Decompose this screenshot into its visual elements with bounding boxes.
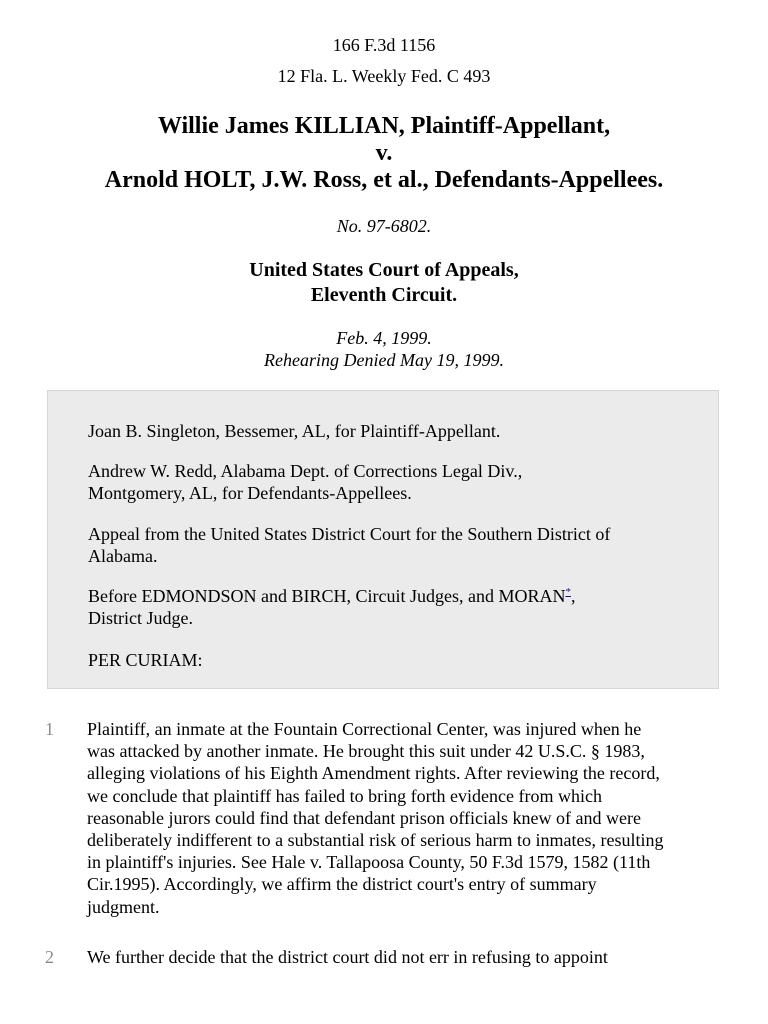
paragraph-number: 1 <box>45 719 54 739</box>
paragraph-number: 2 <box>45 947 54 967</box>
decision-date: Feb. 4, 1999. <box>336 328 432 348</box>
counsel-box <box>47 390 719 689</box>
panel-judges-line1 <box>88 585 688 607</box>
appeal-from-line2: Alabama. <box>88 546 158 566</box>
paragraph-line: We further decide that the district court did not err in refusing to appoint <box>87 947 608 967</box>
appeal-from-line1: Appeal from the United States District Court for the Southern District of <box>88 524 611 544</box>
paragraph-line: alleging violations of his Eighth Amendment rights. After reviewing the record, <box>87 763 660 784</box>
counsel-defendants-line2: Montgomery, AL, for Defendants-Appellees. <box>88 483 412 503</box>
paragraph-line: Cir.1995). Accordingly, we affirm the district court's entry of summary <box>87 874 597 895</box>
opinion-paragraph <box>87 946 732 968</box>
per-curiam: PER CURIAM: <box>88 650 203 670</box>
paragraph-line: Plaintiff, an inmate at the Fountain Correctional Center, was injured when he <box>87 719 642 739</box>
weekly-citation: 12 Fla. L. Weekly Fed. C 493 <box>277 66 491 86</box>
paragraph-line: we conclude that plaintiff has failed to bring forth evidence from which <box>87 785 602 806</box>
rehearing-date: Rehearing Denied May 19, 1999. <box>264 350 504 370</box>
paragraph-line: in plaintiff's injuries. See Hale v. Tallapoosa County, 50 F.3d 1579, 1582 (11th <box>87 852 651 873</box>
counsel-plaintiff: Joan B. Singleton, Bessemer, AL, for Plaintiff-Appellant. <box>88 421 501 441</box>
paragraph-line: judgment. <box>87 896 160 917</box>
caption-plaintiff: Willie James KILLIAN, Plaintiff-Appellant, <box>157 113 611 139</box>
caption-versus: v. <box>375 140 393 166</box>
reporter-citation: 166 F.3d 1156 <box>332 35 436 55</box>
panel-judges-text: Before EDMONDSON and BIRCH, Circuit Judges, and MORAN <box>88 586 566 606</box>
paragraph-line: reasonable jurors could find that defendant prison officials knew of and were <box>87 807 641 828</box>
footnote-link[interactable]: * <box>565 586 571 598</box>
opinion-paragraph <box>87 718 732 918</box>
docket-number: No. 97-6802. <box>336 216 432 236</box>
counsel-defendants-line1: Andrew W. Redd, Alabama Dept. of Corrections Legal Div., <box>88 461 523 481</box>
court-circuit: Eleventh Circuit. <box>310 284 458 306</box>
paragraph-line: deliberately indifferent to a substantial risk of serious harm to inmates, resulting <box>87 830 664 851</box>
paragraph-line: was attacked by another inmate. He brought this suit under 42 U.S.C. § 1983, <box>87 741 645 762</box>
caption-defendants: Arnold HOLT, J.W. Ross, et al., Defendants-Appellees. <box>104 167 664 193</box>
court-name: United States Court of Appeals, <box>249 259 519 281</box>
panel-judges-comma: , <box>570 586 576 606</box>
panel-judges-line2: District Judge. <box>88 608 193 628</box>
